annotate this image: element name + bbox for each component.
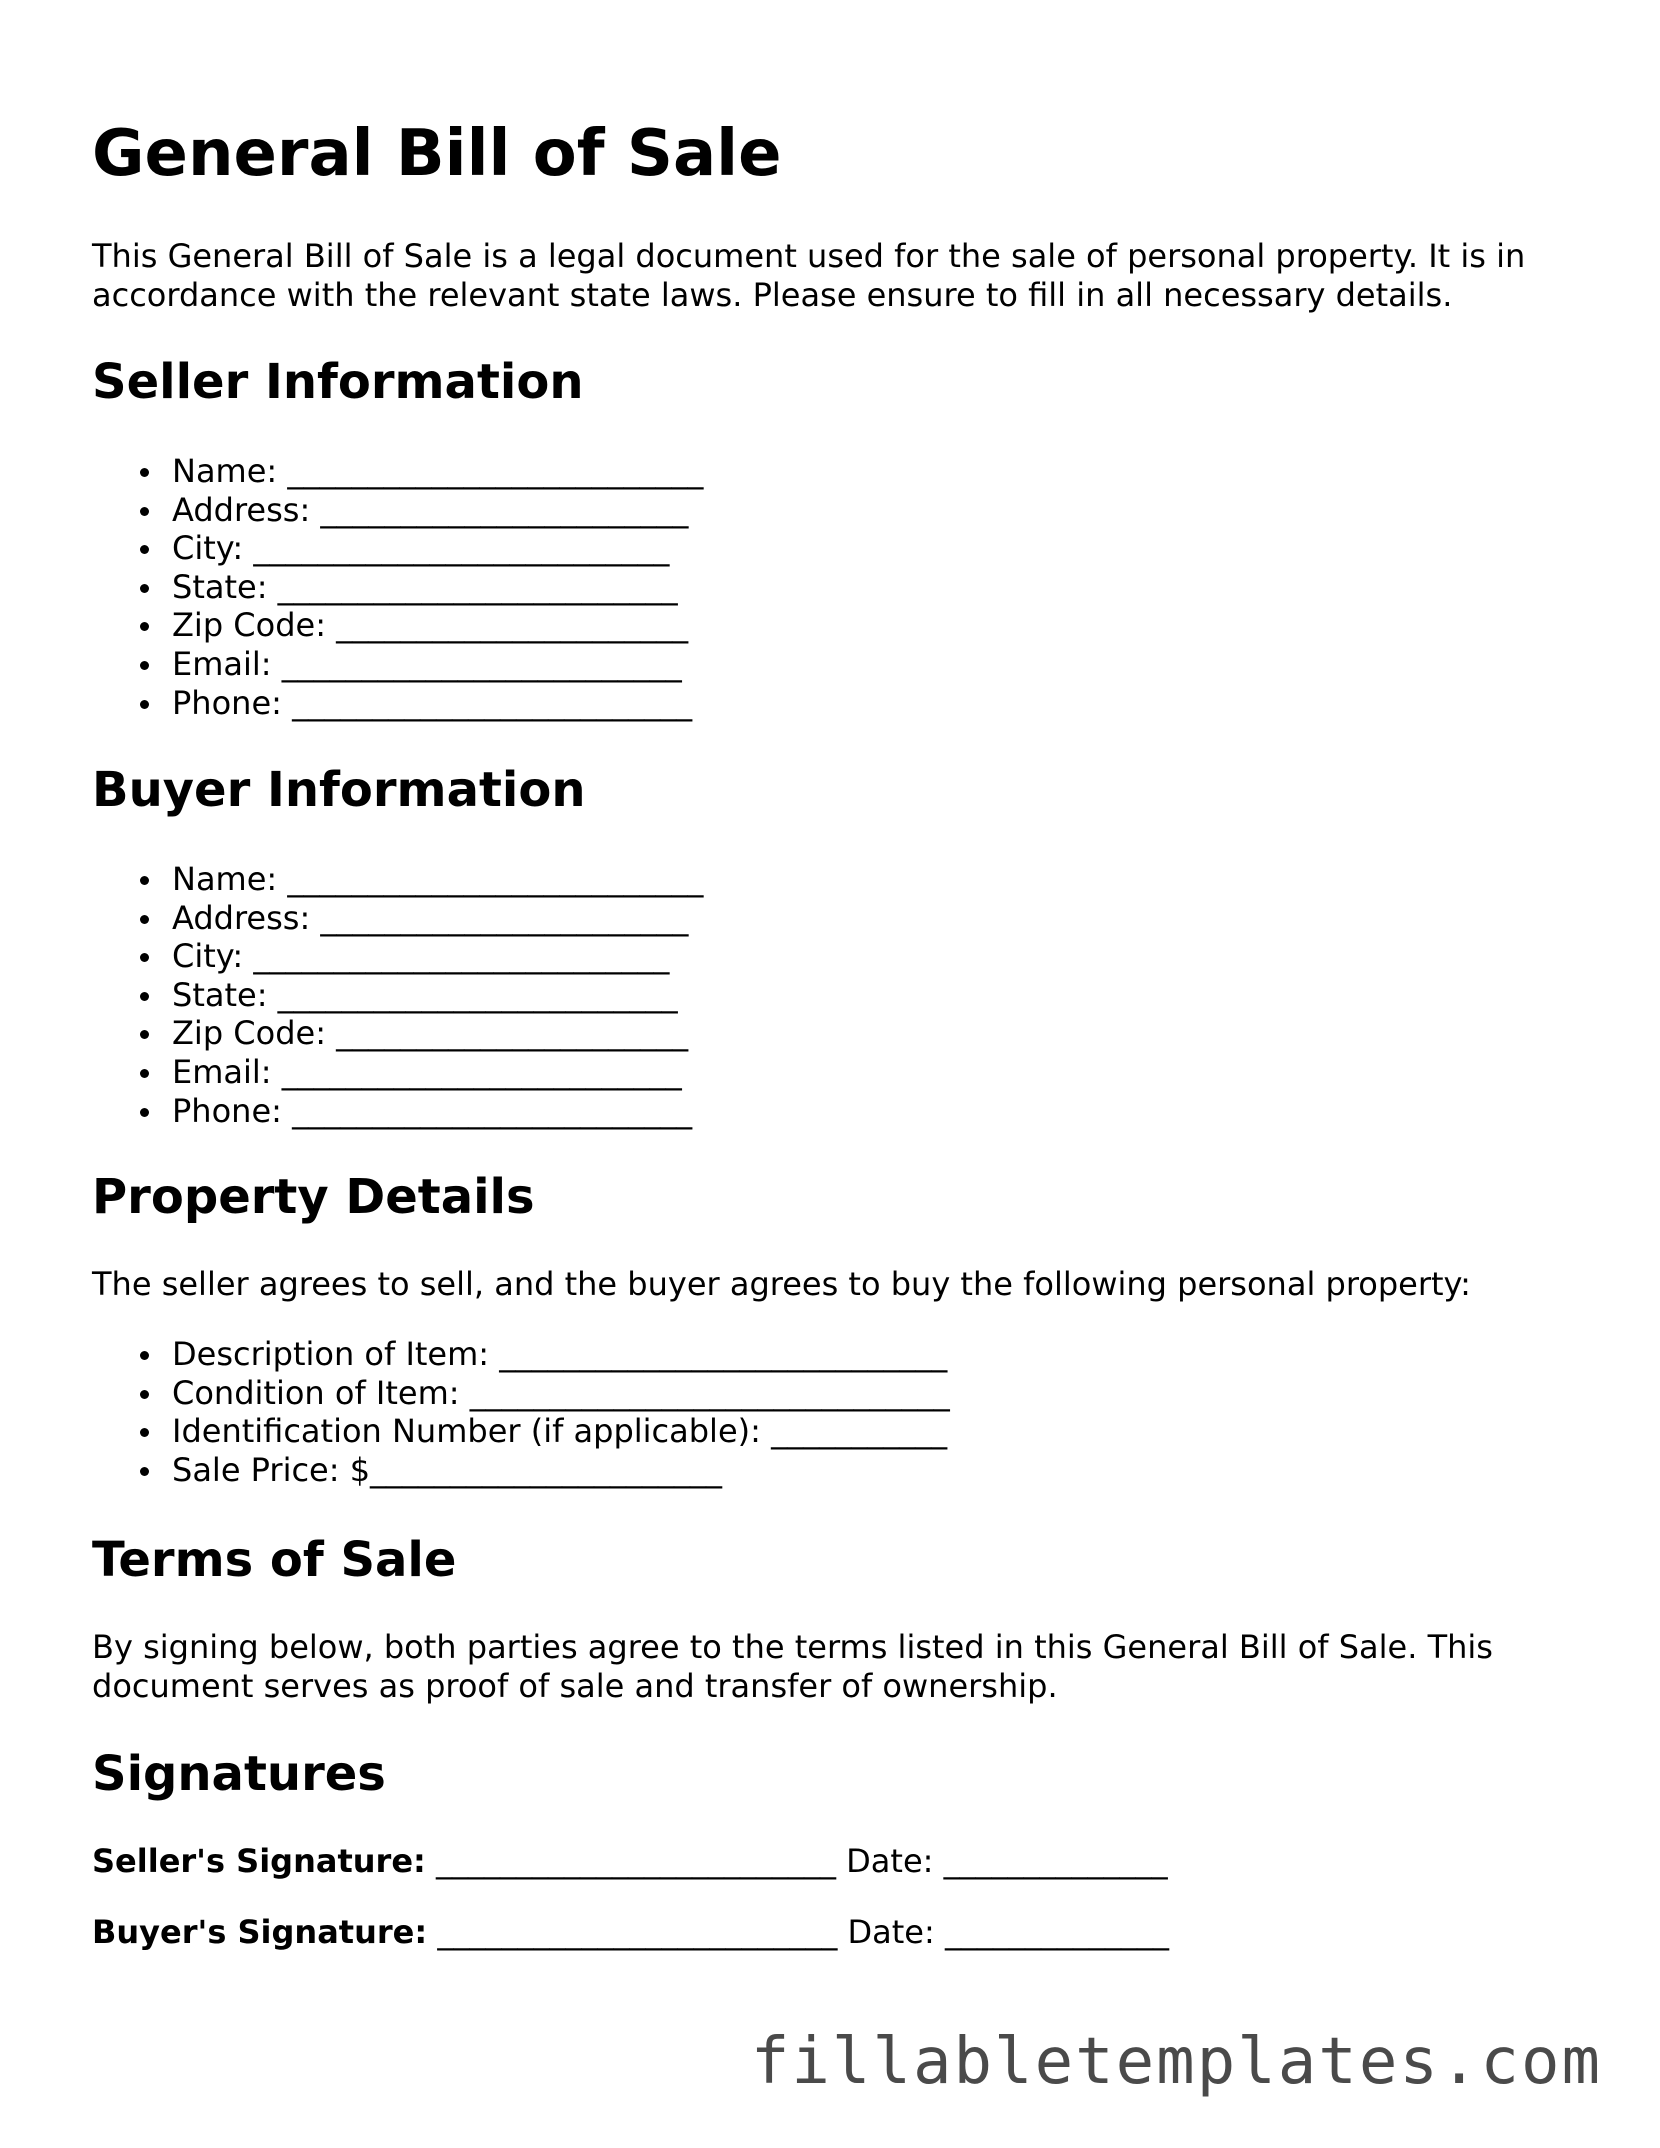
intro-paragraph: This General Bill of Sale is a legal document used for the sale of personal property. It is in accordance with the relevant state laws. Please ensure to fill in all necessary details. (92, 237, 1526, 314)
buyer-signature-line: _________________________ Date: ______________ (427, 1913, 1169, 1951)
document-title: General Bill of Sale (92, 117, 782, 191)
seller-field-list (92, 452, 703, 722)
seller-email-field: Email: _________________________ (92, 645, 703, 684)
seller-zip-field: Zip Code: ______________________ (92, 606, 703, 645)
buyer-city-field: City: __________________________ (92, 937, 703, 976)
signatures-section-heading: Signatures (92, 1746, 386, 1802)
watermark: fillabletemplates.com (750, 2025, 1602, 2099)
buyer-signature-row (92, 1912, 1169, 1952)
buyer-signature-label: Buyer's Signature: (92, 1913, 428, 1951)
buyer-field-list (92, 860, 703, 1130)
seller-signature-row (92, 1841, 1168, 1881)
buyer-zip-field: Zip Code: ______________________ (92, 1014, 703, 1053)
buyer-email-field: Email: _________________________ (92, 1053, 703, 1092)
property-id-number-field: Identification Number (if applicable): ___________ (92, 1412, 950, 1451)
buyer-state-field: State: _________________________ (92, 976, 703, 1015)
property-description-field: Description of Item: ____________________________ (92, 1335, 950, 1374)
property-condition-field: Condition of Item: ______________________________ (92, 1374, 950, 1413)
buyer-name-field: Name: __________________________ (92, 860, 703, 899)
property-field-list (92, 1335, 950, 1489)
seller-city-field: City: __________________________ (92, 529, 703, 568)
seller-name-field: Name: __________________________ (92, 452, 703, 491)
buyer-section-heading: Buyer Information (92, 762, 586, 818)
seller-section-heading: Seller Information (92, 354, 584, 410)
seller-phone-field: Phone: _________________________ (92, 684, 703, 723)
buyer-phone-field: Phone: _________________________ (92, 1092, 703, 1131)
seller-state-field: State: _________________________ (92, 568, 703, 607)
property-section-heading: Property Details (92, 1169, 535, 1225)
seller-signature-label: Seller's Signature: (92, 1842, 426, 1880)
property-intro: The seller agrees to sell, and the buyer agrees to buy the following personal property: (92, 1265, 1471, 1303)
terms-section-heading: Terms of Sale (92, 1532, 457, 1588)
buyer-address-field: Address: _______________________ (92, 899, 703, 938)
seller-signature-line: _________________________ Date: ______________ (425, 1842, 1168, 1880)
property-sale-price-field: Sale Price: $______________________ (92, 1451, 950, 1490)
terms-paragraph: By signing below, both parties agree to the terms listed in this General Bill of Sale. This document serves as proof of sale and transfer of ownership. (92, 1628, 1493, 1705)
seller-address-field: Address: _______________________ (92, 491, 703, 530)
